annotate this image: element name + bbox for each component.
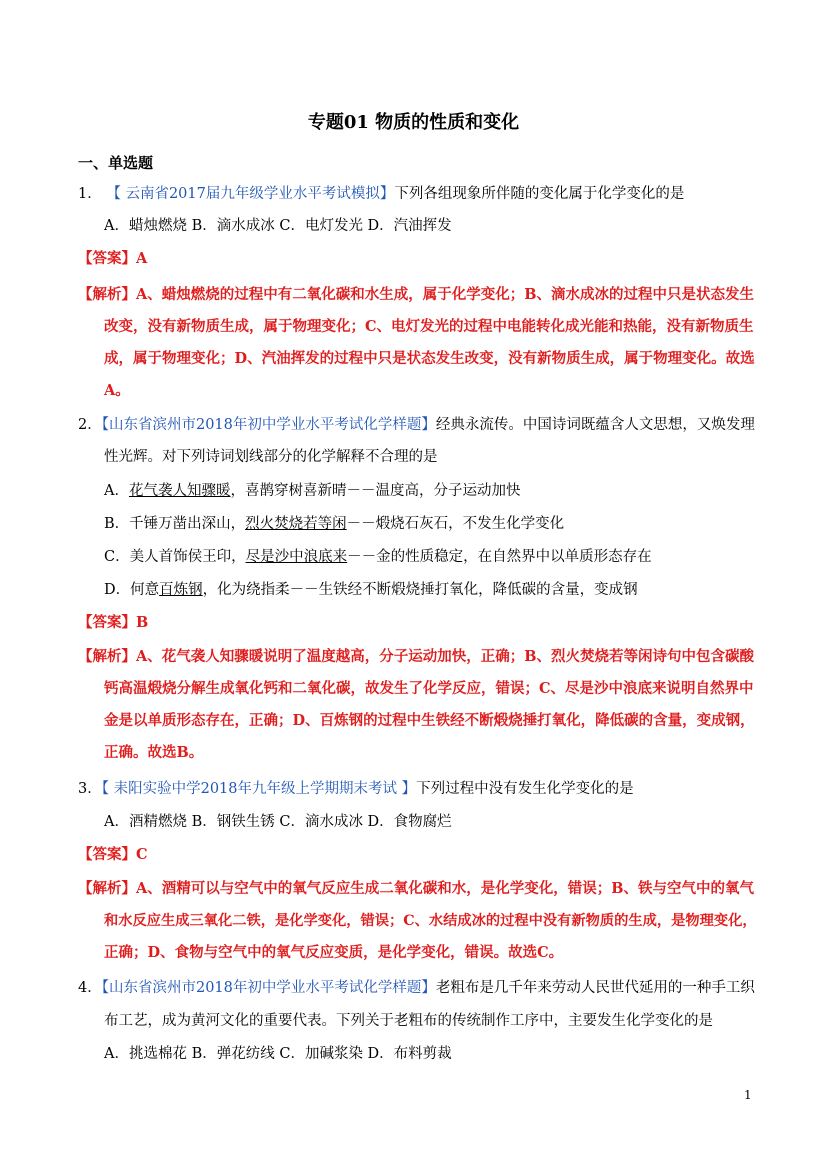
page-title: 专题01 物质的性质和变化 bbox=[307, 112, 520, 133]
question-3-stem bbox=[78, 779, 634, 799]
question-4-stem bbox=[78, 978, 755, 998]
question-source: 【 云南省2017届九年级学业水平考试模拟】 bbox=[106, 186, 395, 202]
answer-value: B bbox=[136, 614, 149, 631]
question-4-options: A．挑选棉花 B．弹花纺线 C．加碱浆染 D．布料剪裁 bbox=[104, 1046, 452, 1062]
option-prefix: D．何意 bbox=[104, 582, 160, 598]
option-prefix: A． bbox=[104, 483, 129, 499]
question-number: 1． bbox=[78, 186, 102, 202]
question-2-stem-cont: 性光辉。对下列诗词划线部分的化学解释不合理的是 bbox=[104, 449, 438, 465]
option-text: ，化为绕指柔－－生铁经不断煅烧捶打氧化，降低碳的含量，变成钢 bbox=[202, 582, 638, 598]
question-3-analysis-line-2: 和水反应生成三氧化二铁，是化学变化，错误；C、水结成冰的过程中没有新物质的生成，是物理变化， bbox=[104, 913, 757, 929]
answer-label: 【答案】 bbox=[78, 614, 136, 631]
question-number: 4． bbox=[78, 980, 102, 996]
question-3-analysis-line-1 bbox=[78, 879, 754, 899]
underlined-phrase: 烈火焚烧若等闲 bbox=[245, 516, 347, 532]
question-text: 下列过程中没有发生化学变化的是 bbox=[416, 781, 634, 797]
question-2-analysis-line-4: 正确。故选B。 bbox=[104, 744, 204, 761]
question-source: 【 耒阳实验中学2018年九年级上学期期末考试 】 bbox=[101, 781, 417, 797]
question-3-options: A．酒精燃烧 B．钢铁生锈 C．滴水成冰 D．食物腐烂 bbox=[104, 814, 452, 830]
question-1-analysis-line-2: 改变，没有新物质生成，属于物理变化；C、电灯发光的过程中电能转化成光能和热能，没有新物质生 bbox=[104, 318, 754, 335]
question-source: 【山东省滨州市2018年初中学业水平考试化学样题】 bbox=[101, 417, 436, 433]
analysis-text: A、酒精可以与空气中的氧气反应生成二氧化碳和水，是化学变化，错误；B、铁与空气中的氧气 bbox=[136, 880, 755, 897]
analysis-text: A、蜡烛燃烧的过程中有二氧化碳和水生成，属于化学变化；B、滴水成冰的过程中只是状态发生 bbox=[136, 286, 755, 303]
option-text: －－金的性质稳定，在自然界中以单质形态存在 bbox=[347, 549, 652, 565]
underlined-phrase: 花气袭人知骤暖 bbox=[128, 483, 231, 499]
section-heading: 一、单选题 bbox=[78, 154, 154, 172]
question-3-answer bbox=[78, 845, 148, 865]
question-1-analysis-line-3: 成，属于物理变化；D、汽油挥发的过程中只是状态发生改变，没有新物质生成，属于物理变化。故选 bbox=[104, 350, 755, 367]
question-2-analysis-line-1 bbox=[78, 647, 754, 667]
option-text: －－煅烧石灰石，不发生化学变化 bbox=[346, 516, 565, 532]
question-2-stem bbox=[78, 415, 755, 435]
question-1-options: A．蜡烛燃烧 B．滴水成冰 C．电灯发光 D．汽油挥发 bbox=[104, 218, 452, 234]
option-text: ，喜鹊穿树喜新晴－－温度高，分子运动加快 bbox=[230, 483, 521, 499]
answer-label: 【答案】 bbox=[78, 250, 136, 267]
analysis-label: 【解析】 bbox=[78, 648, 136, 665]
option-prefix: C．美人首饰侯王印， bbox=[104, 549, 246, 565]
question-2-option-d bbox=[104, 580, 638, 600]
question-text: 下列各组现象所伴随的变化属于化学变化的是 bbox=[394, 186, 685, 202]
question-1-answer bbox=[78, 249, 147, 269]
answer-value: C bbox=[136, 846, 148, 863]
question-text: 经典永流传。中国诗词既蕴含人文思想，又焕发理 bbox=[435, 417, 755, 433]
question-number: 2． bbox=[78, 417, 102, 433]
question-2-answer bbox=[78, 613, 148, 633]
question-2-option-b bbox=[104, 514, 564, 534]
analysis-label: 【解析】 bbox=[78, 880, 136, 897]
question-number: 3． bbox=[78, 781, 102, 797]
question-2-analysis-line-2: 钙高温煅烧分解生成氧化钙和二氧化碳，故发生了化学反应，错误；C、尽是沙中浪底来说明自然界中 bbox=[104, 680, 754, 697]
underlined-phrase: 百炼钢 bbox=[159, 582, 203, 598]
question-2-option-c bbox=[104, 547, 652, 567]
page-number: 1 bbox=[744, 1088, 752, 1102]
question-1-analysis-line-1 bbox=[78, 285, 754, 305]
question-2-option-a bbox=[104, 481, 520, 501]
answer-value: A bbox=[136, 250, 148, 267]
question-1-stem bbox=[78, 184, 684, 204]
analysis-label: 【解析】 bbox=[78, 286, 136, 303]
underlined-phrase: 尽是沙中浪底来 bbox=[245, 549, 348, 565]
analysis-text: A、花气袭人知骤暖说明了温度越高，分子运动加快，正确；B、烈火焚烧若等闲诗句中包含碳酸 bbox=[136, 648, 755, 665]
question-3-analysis-line-3: 正确；D、食物与空气中的氧气反应变质，是化学变化，错误。故选C。 bbox=[104, 944, 564, 961]
question-2-analysis-line-3: 金是以单质形态存在，正确；D、百炼钢的过程中生铁经不断煅烧捶打氧化，降低碳的含量，变成钢， bbox=[104, 712, 755, 729]
question-text: 老粗布是几千年来劳动人民世代延用的一种手工织 bbox=[435, 980, 755, 996]
question-source: 【山东省滨州市2018年初中学业水平考试化学样题】 bbox=[101, 980, 436, 996]
option-prefix: B．千锤万凿出深山， bbox=[104, 516, 246, 532]
question-1-analysis-line-4: A。 bbox=[104, 382, 130, 399]
answer-label: 【答案】 bbox=[78, 846, 136, 863]
question-4-stem-cont: 布工艺，成为黄河文化的重要代表。下列关于老粗布的传统制作工序中，主要发生化学变化的是 bbox=[104, 1013, 713, 1029]
